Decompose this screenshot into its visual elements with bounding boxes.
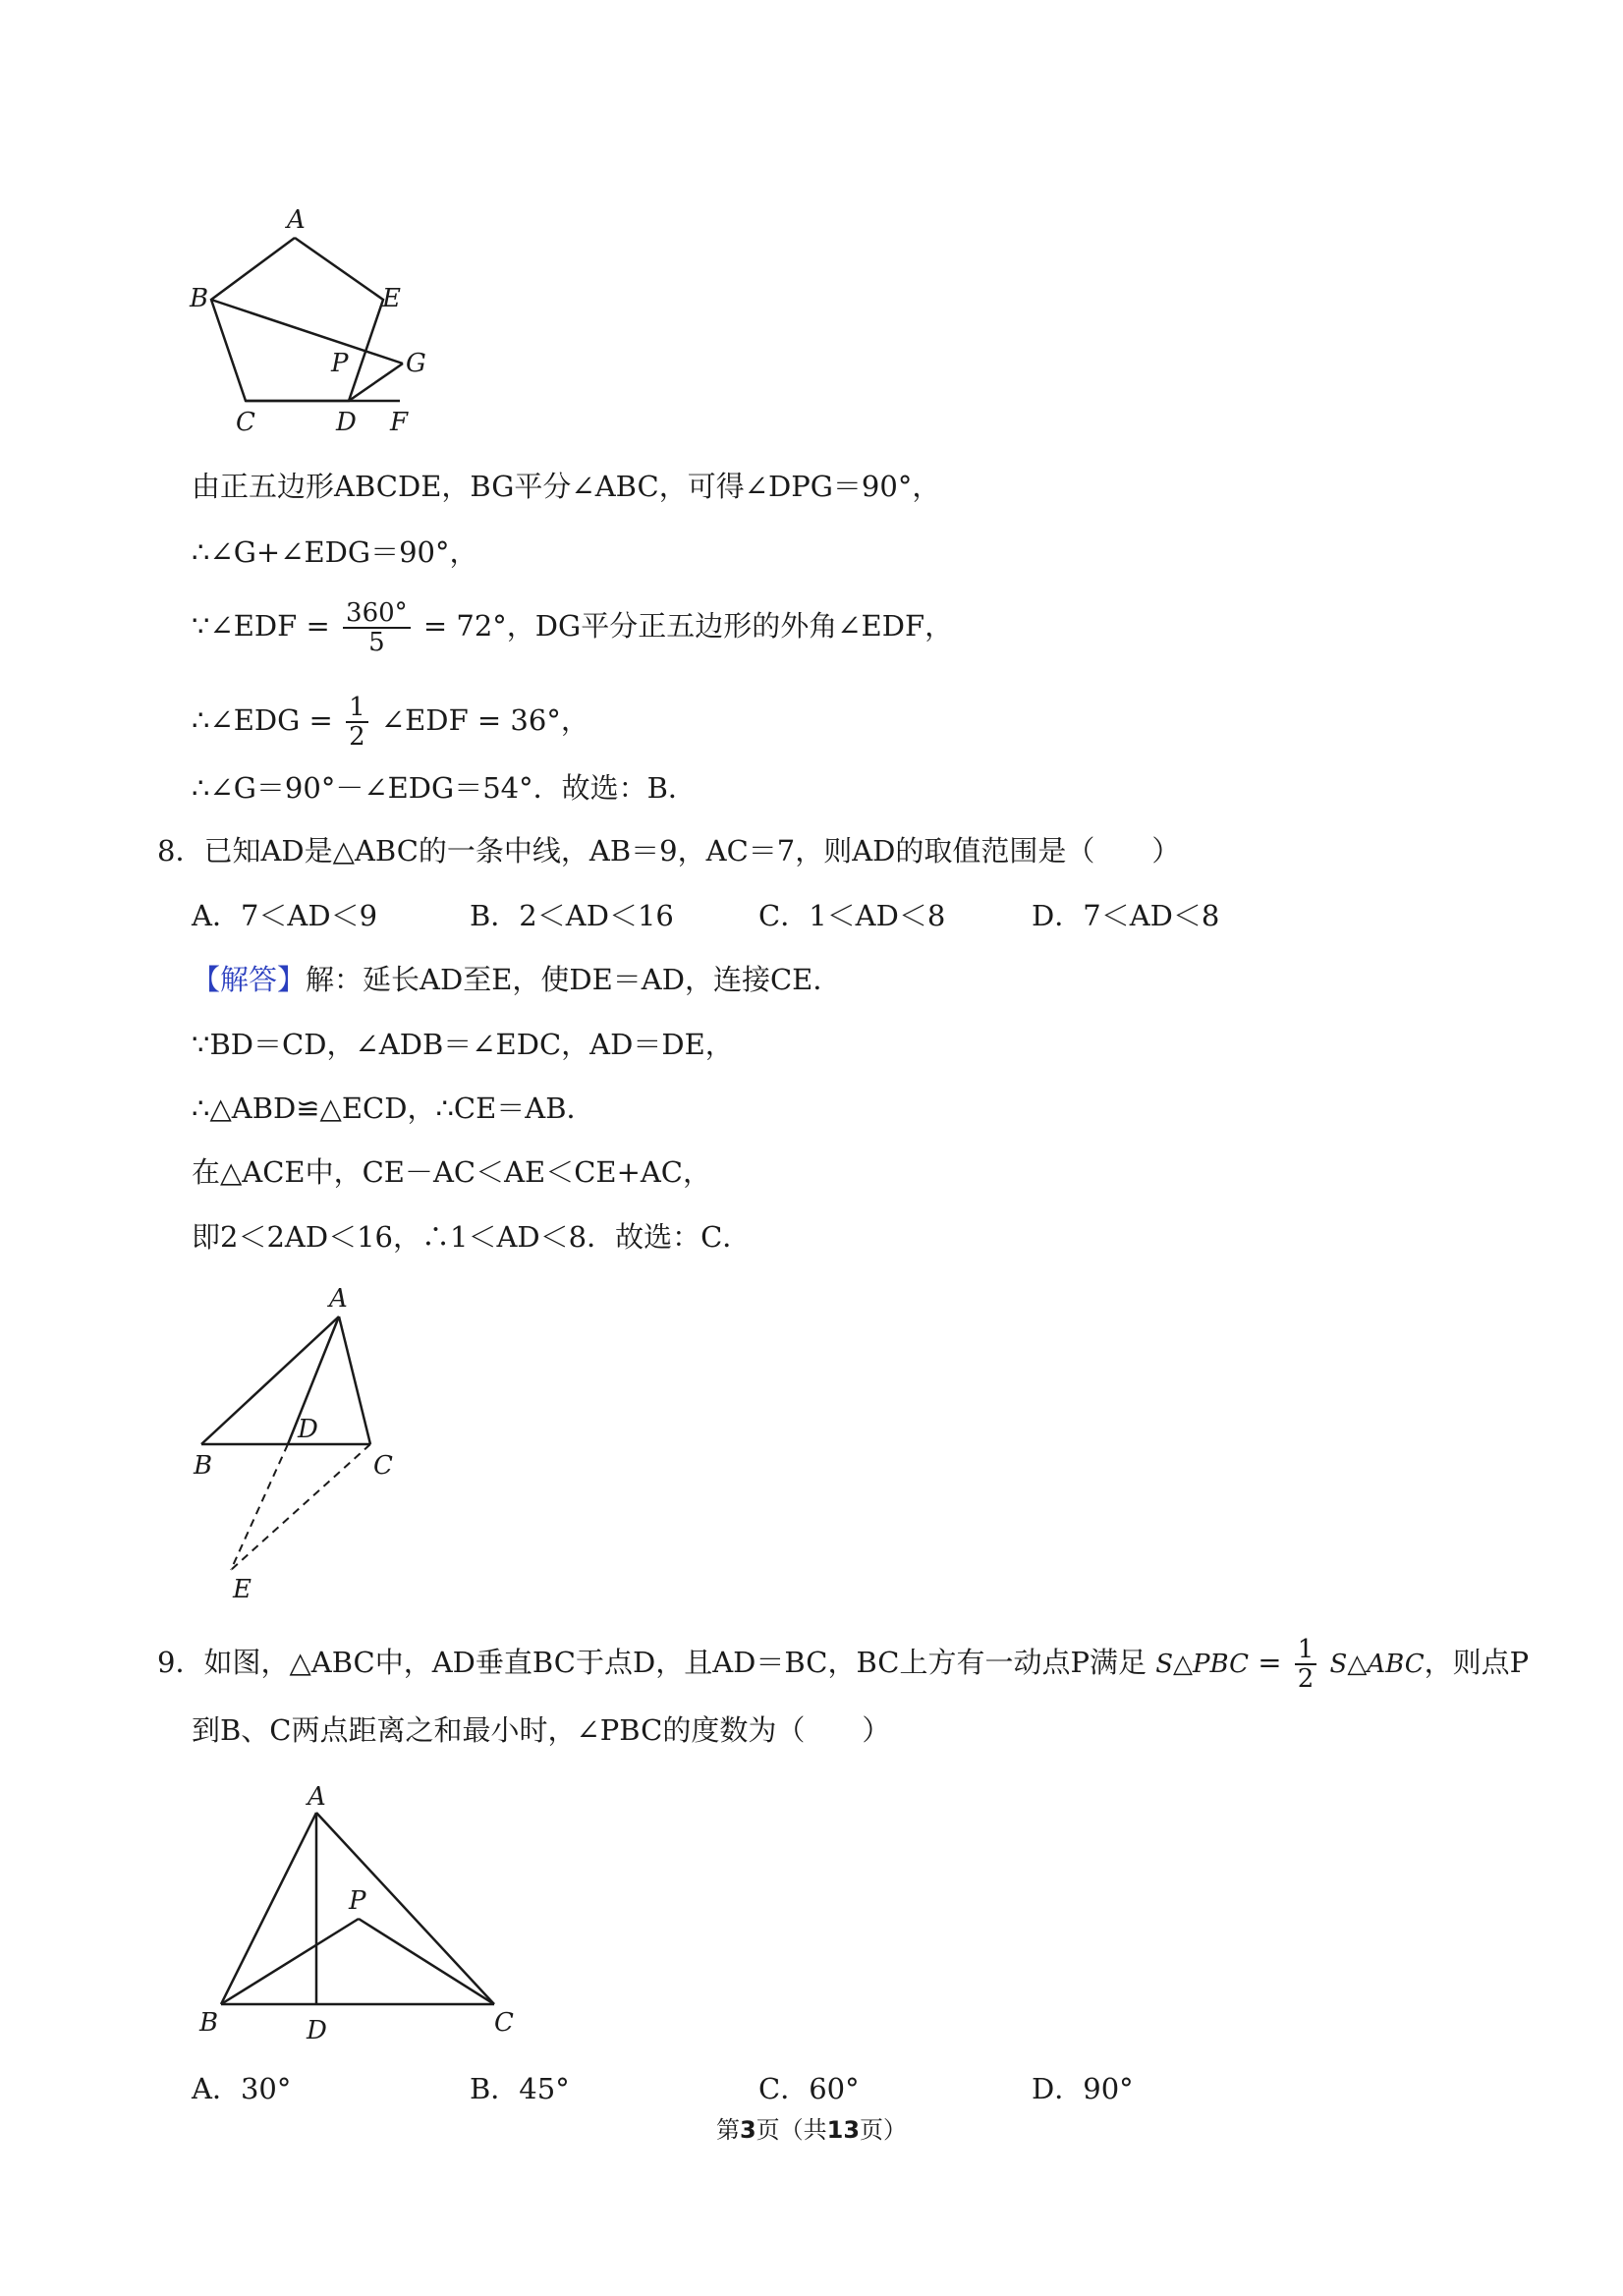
q7-line-3 <box>192 599 953 656</box>
q7-line-4 <box>192 694 589 751</box>
label-d: D <box>298 1415 318 1444</box>
q8-answer-text: 解：延长AD至E，使DE＝AD，连接CE． <box>306 963 842 996</box>
q7-line-2: ∴∠G+∠EDG＝90°， <box>192 535 478 569</box>
label-e: E <box>233 1575 252 1604</box>
pentagon-figure <box>182 206 447 442</box>
q8-answer-line-1 <box>192 960 841 999</box>
q7-line-4-prefix: ∴∠EDG = <box>192 703 333 737</box>
label-a: A <box>308 1782 326 1812</box>
q9-fraction-1-2: $\frac{1}{2}$ <box>1295 1636 1317 1693</box>
q9-equals: = <box>1258 1646 1282 1679</box>
q7-line-3-prefix: ∵∠EDF = <box>192 609 330 643</box>
q9-stem-text: 9．如图，△ABC中，AD垂直BC于点D，且AD＝BC，BC上方有一动点P满足 <box>157 1646 1147 1679</box>
answer-tag: 【解答】 <box>192 963 307 996</box>
q9-choice-c: C．60° <box>758 2072 860 2105</box>
q8-stem: 8．已知AD是△ABC的一条中线，AB＝9，AC＝7，则AD的取值范围是（ ） <box>157 834 1181 868</box>
label-c: C <box>494 2008 514 2038</box>
q9-choice-d: D．90° <box>1032 2072 1134 2105</box>
label-a: A <box>287 206 306 235</box>
q7-line-1: 由正五边形ABCDE，BG平分∠ABC，可得∠DPG＝90°， <box>192 470 941 503</box>
q7-line-5: ∴∠G＝90°－∠EDG＝54°．故选：B． <box>192 771 697 805</box>
q8-choice-b: B．2＜AD＜16 <box>470 899 674 932</box>
label-p: P <box>331 349 349 378</box>
q8-choice-c: C．1＜AD＜8 <box>758 899 946 932</box>
q8-choice-d: D．7＜AD＜8 <box>1032 899 1220 932</box>
q7-fraction-1-2: $\frac{1}{2}$ <box>346 694 368 751</box>
q7-line-3-suffix: = 72°，DG平分正五边形的外角∠EDF， <box>422 609 954 643</box>
q7-line-4-suffix: ∠EDF = 36°， <box>380 703 589 737</box>
q7-fraction-360-5: $\frac{360^\circ}{5}$ <box>343 599 411 656</box>
q9-choice-b: B．45° <box>470 2072 570 2105</box>
q8-answer-line-4: 在△ACE中，CE－AC＜AE＜CE+AC， <box>192 1155 711 1189</box>
segment-de-dashed <box>231 1444 288 1570</box>
triangle-p-figure <box>182 1773 526 2048</box>
median-triangle-figure <box>182 1277 418 1611</box>
label-p: P <box>349 1886 366 1916</box>
q9-area-pbc: S△PBC <box>1155 1650 1250 1679</box>
q8-answer-line-2: ∵BD＝CD，∠ADB＝∠EDC，AD＝DE， <box>192 1028 734 1061</box>
q8-answer-line-3: ∴△ABD≌△ECD，∴CE＝AB． <box>192 1092 595 1125</box>
page-number: 3 <box>739 2116 756 2144</box>
q9-choice-a: A．30° <box>192 2072 292 2105</box>
segment-ac <box>339 1316 370 1444</box>
label-g: G <box>406 349 426 378</box>
segment-ce-dashed <box>231 1444 370 1570</box>
label-d: D <box>307 2016 327 2045</box>
segment-ab <box>201 1316 339 1444</box>
label-b: B <box>199 2008 219 2038</box>
segment-bg <box>211 300 403 364</box>
label-b: B <box>190 284 209 313</box>
label-a: A <box>329 1284 348 1314</box>
q9-area-abc: S△ABC <box>1329 1650 1425 1679</box>
label-b: B <box>194 1451 213 1481</box>
label-c: C <box>236 408 255 437</box>
label-c: C <box>373 1451 393 1481</box>
q9-stem-text-end: ，则点P <box>1424 1646 1530 1679</box>
segment-ac <box>316 1813 494 2004</box>
q8-answer-line-5: 即2＜2AD＜16，∴1＜AD＜8．故选：C． <box>192 1220 752 1254</box>
page-footer: 第3页（共13页） <box>715 2116 908 2144</box>
q8-choice-a: A．7＜AD＜9 <box>192 899 378 932</box>
label-d: D <box>336 408 357 437</box>
q9-stem-line-2: 到B、C两点距离之和最小时，∠PBC的度数为（ ） <box>192 1713 891 1747</box>
segment-dg <box>349 364 403 401</box>
q9-stem-line-1 <box>157 1636 1529 1693</box>
label-f: F <box>390 408 409 437</box>
pentagon-outline <box>211 238 383 401</box>
label-e: E <box>382 284 401 313</box>
page-total: 13 <box>826 2116 861 2144</box>
